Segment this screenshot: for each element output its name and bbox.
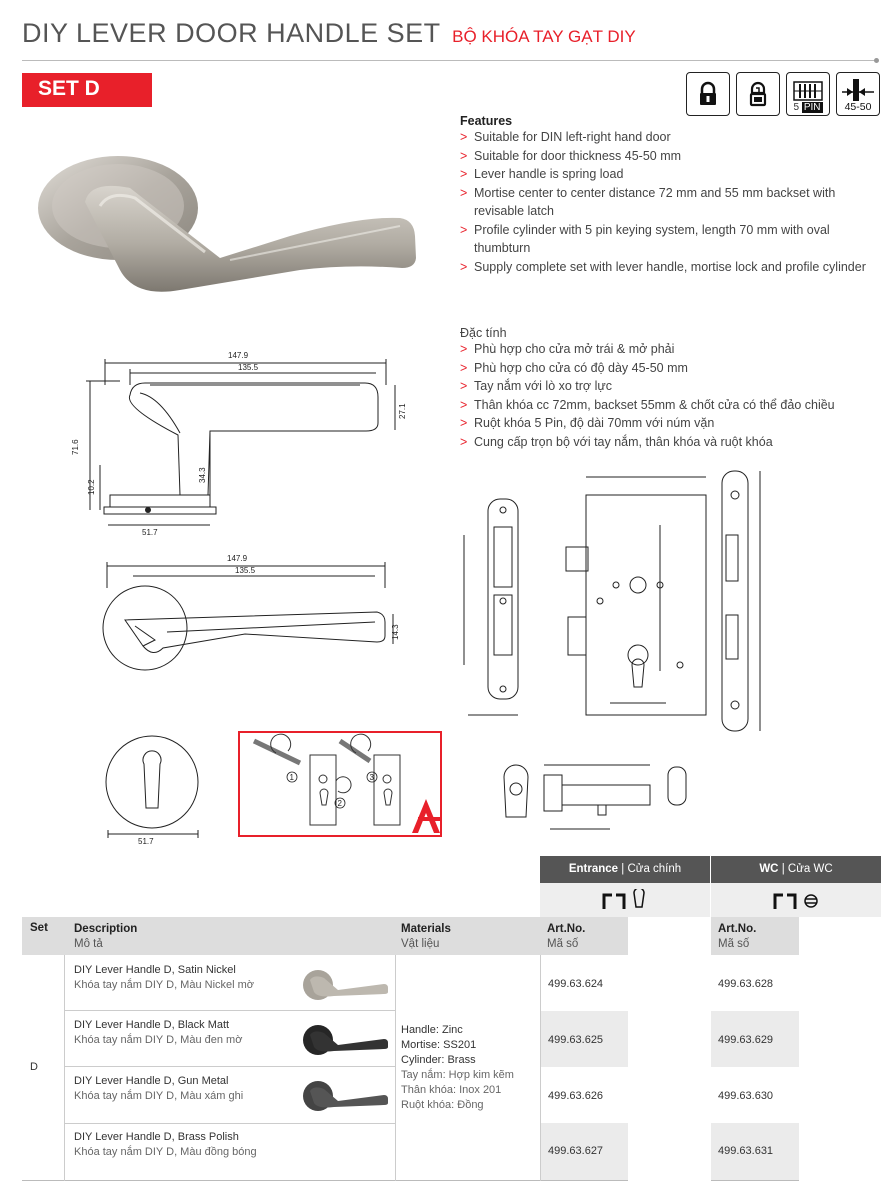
dim-top-outer: 147.9 bbox=[228, 351, 249, 360]
materials-cell: Handle: Zinc Mortise: SS201 Cylinder: Brass Tay nắm: Hợp kim kẽm Thân khóa: Inox 201 Ruột khóa: Đồng bbox=[401, 1024, 514, 1111]
art-entrance-2: 499.63.626 bbox=[548, 1090, 604, 1102]
lever-cylinder-icon bbox=[600, 889, 650, 911]
key-lock-icon bbox=[736, 72, 780, 116]
handle-thumbnail bbox=[298, 1021, 390, 1059]
entrance-header: Entrance | Cửa chính bbox=[540, 856, 710, 883]
table-row: DIY Lever Handle D, Gun Metal Khóa tay nắm DIY D, Màu xám ghi bbox=[74, 1075, 244, 1102]
col-set: Set bbox=[30, 922, 48, 934]
feature-vi-item: > Phù hợp cho cửa có độ dày 45-50 mm bbox=[460, 359, 880, 378]
thickness-label: 45-50 bbox=[844, 101, 872, 113]
art-wc-3: 499.63.631 bbox=[711, 1123, 799, 1180]
table-row: DIY Lever Handle D, Satin Nickel Khóa tay nắm DIY D, Màu Nickel mờ bbox=[74, 964, 255, 991]
feature-vi-item: > Cung cấp trọn bộ với tay nắm, thân khóa và ruột khóa bbox=[460, 433, 880, 452]
feature-vi-item: > Phù hợp cho cửa mở trái & mở phải bbox=[460, 340, 880, 359]
dim-right: 27.1 bbox=[398, 403, 407, 419]
wc-label: WC bbox=[759, 863, 779, 875]
escutcheon-drawing bbox=[100, 730, 210, 850]
step-2: 2 bbox=[337, 799, 342, 808]
title-divider bbox=[22, 60, 878, 61]
entrance-label: Entrance bbox=[568, 863, 619, 875]
five-pin-icon bbox=[786, 72, 830, 116]
feature-vi-item: > Ruột khóa 5 Pin, độ dài 70mm với núm vặn bbox=[460, 414, 880, 433]
col-description: Description Mô tả bbox=[74, 923, 138, 950]
title-main: DIY LEVER DOOR HANDLE SET bbox=[22, 18, 441, 48]
set-value: D bbox=[30, 1061, 38, 1073]
side-view-drawing bbox=[60, 345, 420, 545]
features-vi-heading: Đặc tính bbox=[460, 326, 507, 340]
door-thickness-icon bbox=[836, 72, 880, 116]
handle-thumbnail bbox=[298, 966, 390, 1004]
wc-header: WC | Cửa WC bbox=[711, 856, 881, 883]
lock-icon bbox=[686, 72, 730, 116]
dim-rose: 51.7 bbox=[142, 528, 158, 537]
feature-icons bbox=[686, 72, 880, 116]
art-entrance-1: 499.63.625 bbox=[541, 1011, 628, 1067]
art-entrance-3: 499.63.627 bbox=[541, 1123, 628, 1180]
pin-label: 5 PIN bbox=[793, 102, 821, 113]
features-section bbox=[460, 114, 880, 276]
dim-front-inner: 135.5 bbox=[235, 566, 256, 575]
page-title bbox=[22, 18, 636, 49]
dim-front-right: 14.3 bbox=[391, 624, 400, 640]
lever-body bbox=[85, 186, 416, 292]
art-wc-2: 499.63.630 bbox=[718, 1090, 774, 1102]
lever-privacy-icon bbox=[771, 889, 821, 911]
handle-thumbnail bbox=[298, 1077, 390, 1115]
features-vi-section bbox=[460, 326, 880, 451]
mortise-lock-drawing bbox=[460, 465, 790, 735]
table-row: DIY Lever Handle D, Black Matt Khóa tay nắm DIY D, Màu đen mờ bbox=[74, 1019, 243, 1046]
col-art-wc: Art.No. Mã số bbox=[711, 917, 799, 955]
feature-vi-item: > Tay nắm với lò xo trợ lực bbox=[460, 377, 880, 396]
features-vi-list bbox=[460, 340, 880, 451]
art-wc-1: 499.63.629 bbox=[711, 1011, 799, 1067]
dim-escutcheon: 51.7 bbox=[138, 837, 154, 846]
set-badge: SET D bbox=[22, 73, 152, 107]
col-materials: Materials Vật liệu bbox=[401, 923, 451, 950]
table-row: DIY Lever Handle D, Brass Polish Khóa tay nắm DIY D, Màu đồng bóng bbox=[74, 1131, 257, 1158]
wc-icons bbox=[711, 883, 881, 917]
features-list bbox=[460, 128, 880, 276]
step-3: 3 bbox=[369, 773, 374, 782]
title-divider-dot bbox=[874, 58, 879, 63]
dim-front-outer: 147.9 bbox=[227, 554, 248, 563]
dim-mid: 34.3 bbox=[198, 467, 207, 483]
feature-item: > Lever handle is spring load bbox=[460, 165, 880, 184]
feature-vi-item: > Thân khóa cc 72mm, backset 55mm & chốt cửa có thể đảo chiều bbox=[460, 396, 880, 415]
art-entrance-0: 499.63.624 bbox=[548, 978, 604, 990]
feature-item: > Supply complete set with lever handle, mortise lock and profile cylinder bbox=[460, 258, 880, 277]
feature-item: > Mortise center to center distance 72 mm and 55 mm backset with revisable latch bbox=[460, 184, 880, 221]
features-heading: Features bbox=[460, 114, 513, 128]
installation-diagram bbox=[238, 731, 442, 837]
art-wc-0: 499.63.628 bbox=[718, 978, 774, 990]
entrance-icons bbox=[540, 883, 710, 917]
feature-item: > Suitable for DIN left-right hand door bbox=[460, 128, 880, 147]
product-photo bbox=[30, 140, 430, 310]
feature-item: > Suitable for door thickness 45-50 mm bbox=[460, 147, 880, 166]
dim-height: 71.6 bbox=[71, 439, 80, 455]
title-sub: BỘ KHÓA TAY GẠT DIY bbox=[452, 27, 636, 46]
cylinder-drawing bbox=[490, 755, 720, 840]
brand-mark-icon bbox=[412, 799, 440, 833]
feature-item: > Profile cylinder with 5 pin keying system, length 70 mm with oval thumbturn bbox=[460, 221, 880, 258]
front-view-drawing bbox=[95, 548, 405, 678]
entrance-label-vi: Cửa chính bbox=[627, 863, 682, 875]
dim-top-inner: 135.5 bbox=[238, 363, 259, 372]
col-art-entrance: Art.No. Mã số bbox=[540, 917, 628, 955]
dim-low: 10.2 bbox=[87, 479, 96, 495]
step-1: 1 bbox=[289, 773, 294, 782]
wc-label-vi: Cửa WC bbox=[787, 863, 833, 875]
